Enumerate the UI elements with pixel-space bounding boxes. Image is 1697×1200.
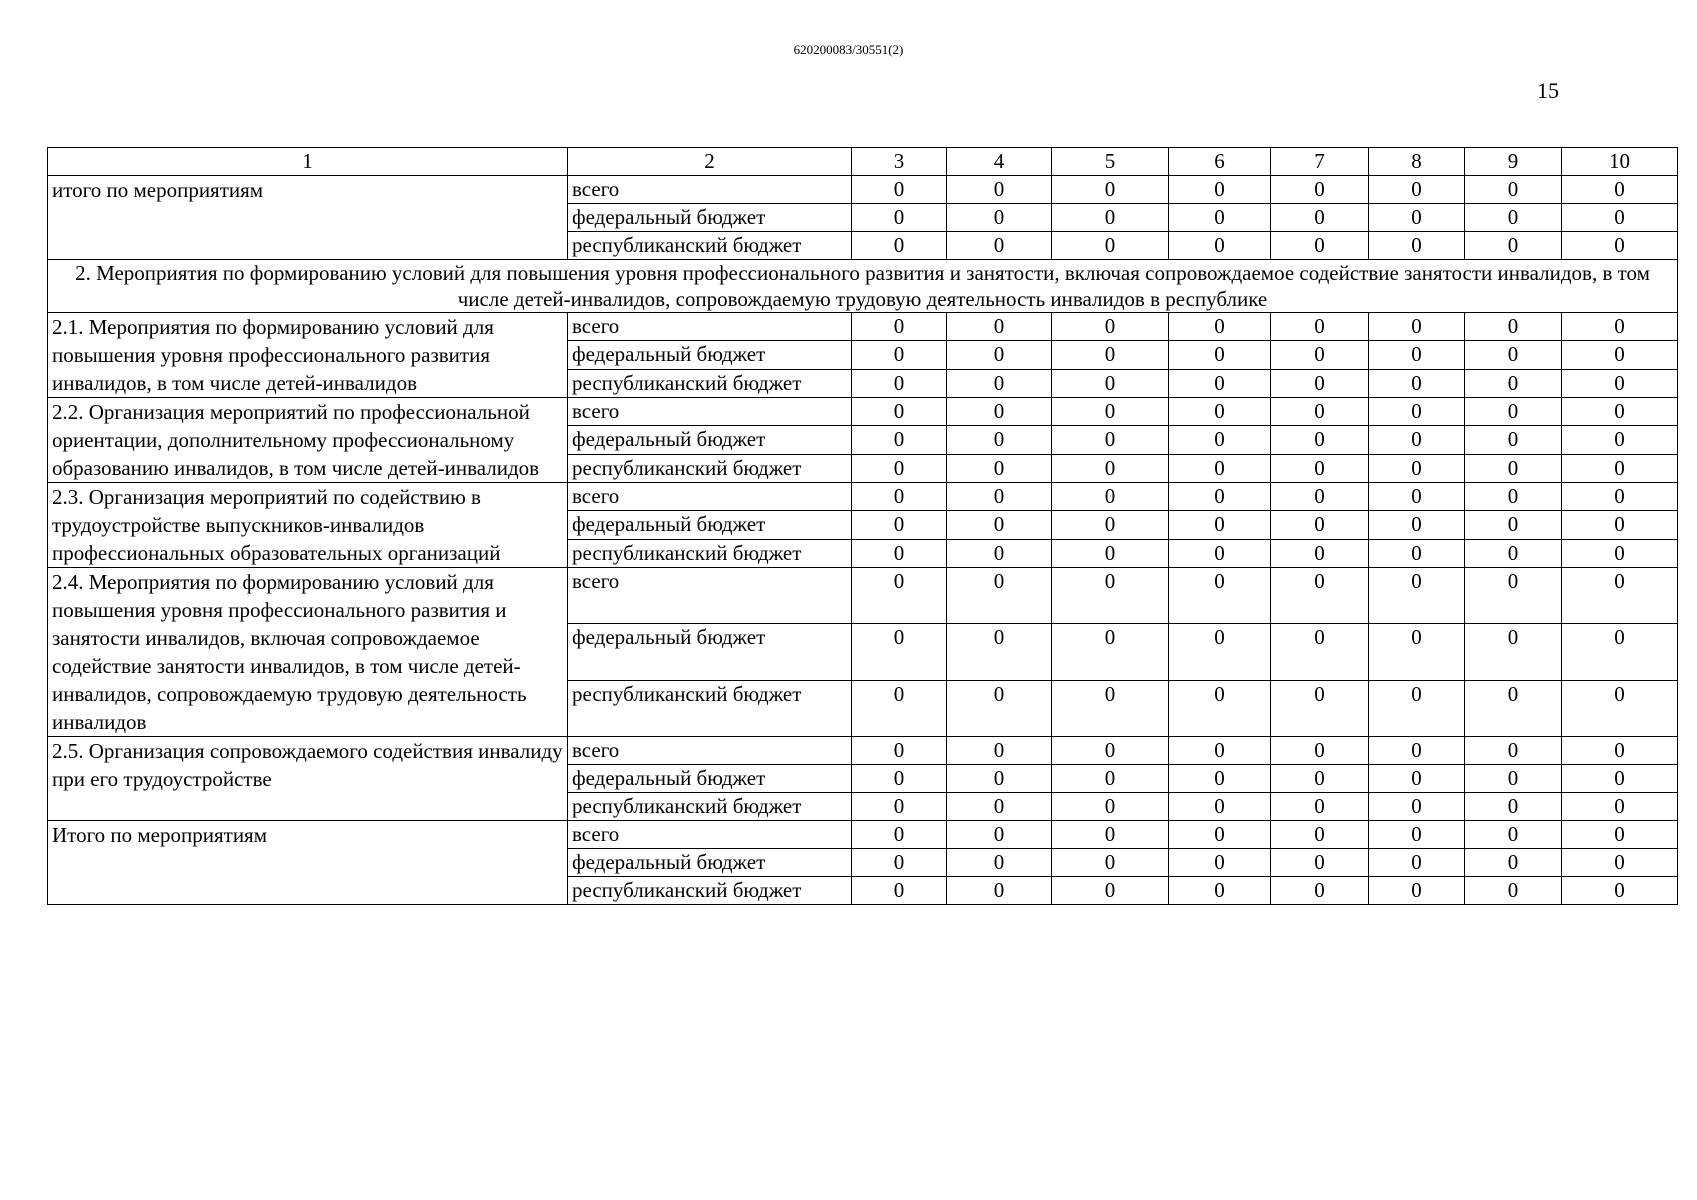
value-cell: 0 xyxy=(852,821,947,849)
value-cell: 0 xyxy=(1562,483,1678,511)
value-cell: 0 xyxy=(1465,369,1562,397)
value-cell: 0 xyxy=(1052,232,1169,260)
value-cell: 0 xyxy=(947,877,1052,905)
value-cell: 0 xyxy=(1562,369,1678,397)
value-cell: 0 xyxy=(852,341,947,369)
value-cell: 0 xyxy=(1465,313,1562,341)
header-cell: 5 xyxy=(1052,148,1169,176)
value-cell: 0 xyxy=(1271,426,1369,454)
value-cell: 0 xyxy=(1369,426,1465,454)
value-cell: 0 xyxy=(947,849,1052,877)
table-row xyxy=(48,176,1678,204)
table-row xyxy=(48,568,1678,624)
value-cell: 0 xyxy=(1562,877,1678,905)
budget-source: всего xyxy=(568,313,852,341)
item-title: Итого по мероприятиям xyxy=(48,821,568,905)
value-cell: 0 xyxy=(1052,204,1169,232)
value-cell: 0 xyxy=(1562,313,1678,341)
value-cell: 0 xyxy=(1465,737,1562,765)
budget-source: федеральный бюджет xyxy=(568,765,852,793)
value-cell: 0 xyxy=(947,568,1052,624)
value-cell: 0 xyxy=(1052,426,1169,454)
budget-source: всего xyxy=(568,483,852,511)
value-cell: 0 xyxy=(1169,568,1271,624)
value-cell: 0 xyxy=(852,849,947,877)
value-cell: 0 xyxy=(1271,454,1369,482)
value-cell: 0 xyxy=(1169,849,1271,877)
header-cell: 1 xyxy=(48,148,568,176)
budget-source: федеральный бюджет xyxy=(568,204,852,232)
value-cell: 0 xyxy=(1465,821,1562,849)
budget-source: республиканский бюджет xyxy=(568,793,852,821)
value-cell: 0 xyxy=(1271,877,1369,905)
item-title: итого по мероприятиям xyxy=(48,176,568,260)
value-cell: 0 xyxy=(1369,877,1465,905)
value-cell: 0 xyxy=(1169,483,1271,511)
budget-source: республиканский бюджет xyxy=(568,877,852,905)
value-cell: 0 xyxy=(852,398,947,426)
value-cell: 0 xyxy=(1465,511,1562,539)
header-cell: 8 xyxy=(1369,148,1465,176)
value-cell: 0 xyxy=(1369,539,1465,567)
value-cell: 0 xyxy=(1465,793,1562,821)
value-cell: 0 xyxy=(1369,680,1465,736)
value-cell: 0 xyxy=(1465,539,1562,567)
value-cell: 0 xyxy=(1465,426,1562,454)
table-row xyxy=(48,398,1678,426)
value-cell: 0 xyxy=(1562,398,1678,426)
budget-source: республиканский бюджет xyxy=(568,680,852,736)
value-cell: 0 xyxy=(1562,568,1678,624)
table-row xyxy=(48,821,1678,849)
value-cell: 0 xyxy=(1271,398,1369,426)
value-cell: 0 xyxy=(1169,737,1271,765)
value-cell: 0 xyxy=(1052,849,1169,877)
value-cell: 0 xyxy=(1169,680,1271,736)
value-cell: 0 xyxy=(852,204,947,232)
budget-source: всего xyxy=(568,568,852,624)
header-cell: 9 xyxy=(1465,148,1562,176)
value-cell: 0 xyxy=(852,483,947,511)
value-cell: 0 xyxy=(1052,624,1169,680)
value-cell: 0 xyxy=(1369,849,1465,877)
value-cell: 0 xyxy=(1052,539,1169,567)
value-cell: 0 xyxy=(852,624,947,680)
value-cell: 0 xyxy=(1169,877,1271,905)
value-cell: 0 xyxy=(947,232,1052,260)
budget-source: всего xyxy=(568,176,852,204)
value-cell: 0 xyxy=(1271,511,1369,539)
value-cell: 0 xyxy=(1562,204,1678,232)
value-cell: 0 xyxy=(852,877,947,905)
value-cell: 0 xyxy=(1369,737,1465,765)
value-cell: 0 xyxy=(1271,204,1369,232)
value-cell: 0 xyxy=(1052,737,1169,765)
value-cell: 0 xyxy=(1052,568,1169,624)
budget-source: федеральный бюджет xyxy=(568,341,852,369)
value-cell: 0 xyxy=(1271,483,1369,511)
value-cell: 0 xyxy=(1465,204,1562,232)
budget-source: федеральный бюджет xyxy=(568,426,852,454)
value-cell: 0 xyxy=(1562,511,1678,539)
value-cell: 0 xyxy=(1169,313,1271,341)
value-cell: 0 xyxy=(1052,398,1169,426)
value-cell: 0 xyxy=(1169,511,1271,539)
value-cell: 0 xyxy=(1465,765,1562,793)
value-cell: 0 xyxy=(1465,680,1562,736)
value-cell: 0 xyxy=(1369,398,1465,426)
value-cell: 0 xyxy=(1465,568,1562,624)
item-title: 2.1. Мероприятия по формированию условий для повышения уровня профессионального развития инвалидов, в том числе детей-инвалидов xyxy=(48,313,568,398)
value-cell: 0 xyxy=(947,176,1052,204)
value-cell: 0 xyxy=(947,313,1052,341)
value-cell: 0 xyxy=(947,204,1052,232)
table-row xyxy=(48,737,1678,765)
table-row xyxy=(48,313,1678,341)
value-cell: 0 xyxy=(947,765,1052,793)
value-cell: 0 xyxy=(1052,821,1169,849)
header-cell: 6 xyxy=(1169,148,1271,176)
value-cell: 0 xyxy=(1465,232,1562,260)
budget-source: республиканский бюджет xyxy=(568,232,852,260)
value-cell: 0 xyxy=(1271,341,1369,369)
value-cell: 0 xyxy=(1369,204,1465,232)
item-title: 2.5. Организация сопровождаемого содействия инвалиду при его трудоустройстве xyxy=(48,737,568,821)
value-cell: 0 xyxy=(1271,849,1369,877)
value-cell: 0 xyxy=(1169,232,1271,260)
value-cell: 0 xyxy=(1169,821,1271,849)
value-cell: 0 xyxy=(1169,539,1271,567)
item-title: 2.3. Организация мероприятий по содействию в трудоустройстве выпускников-инвалидов профессиональных образовательных организаций xyxy=(48,483,568,568)
value-cell: 0 xyxy=(1369,568,1465,624)
value-cell: 0 xyxy=(1271,624,1369,680)
value-cell: 0 xyxy=(1369,313,1465,341)
value-cell: 0 xyxy=(1465,624,1562,680)
budget-table xyxy=(47,147,1678,905)
value-cell: 0 xyxy=(852,369,947,397)
value-cell: 0 xyxy=(1369,624,1465,680)
budget-table-body xyxy=(48,148,1678,905)
budget-source: всего xyxy=(568,398,852,426)
value-cell: 0 xyxy=(1169,398,1271,426)
value-cell: 0 xyxy=(852,680,947,736)
value-cell: 0 xyxy=(852,737,947,765)
value-cell: 0 xyxy=(1465,483,1562,511)
value-cell: 0 xyxy=(1465,341,1562,369)
value-cell: 0 xyxy=(852,176,947,204)
value-cell: 0 xyxy=(1465,877,1562,905)
value-cell: 0 xyxy=(852,454,947,482)
budget-source: всего xyxy=(568,821,852,849)
value-cell: 0 xyxy=(1271,176,1369,204)
value-cell: 0 xyxy=(1052,877,1169,905)
budget-source: республиканский бюджет xyxy=(568,454,852,482)
value-cell: 0 xyxy=(1052,454,1169,482)
value-cell: 0 xyxy=(1465,398,1562,426)
value-cell: 0 xyxy=(1465,454,1562,482)
value-cell: 0 xyxy=(1169,765,1271,793)
value-cell: 0 xyxy=(1052,680,1169,736)
value-cell: 0 xyxy=(1169,369,1271,397)
value-cell: 0 xyxy=(947,539,1052,567)
value-cell: 0 xyxy=(852,793,947,821)
value-cell: 0 xyxy=(1369,793,1465,821)
value-cell: 0 xyxy=(947,426,1052,454)
value-cell: 0 xyxy=(1369,454,1465,482)
value-cell: 0 xyxy=(1369,765,1465,793)
value-cell: 0 xyxy=(852,232,947,260)
value-cell: 0 xyxy=(852,511,947,539)
value-cell: 0 xyxy=(1562,849,1678,877)
value-cell: 0 xyxy=(852,426,947,454)
budget-source: республиканский бюджет xyxy=(568,369,852,397)
budget-source: федеральный бюджет xyxy=(568,849,852,877)
section-title: 2. Мероприятия по формированию условий для повышения уровня профессионального развития и занятости, включая сопровождаемое содействие занятости инвалидов, в том числе детей-инвалидов, сопровождаемую трудовую деятельность инвалидов в республике xyxy=(48,260,1678,313)
header-row xyxy=(48,148,1678,176)
budget-source: всего xyxy=(568,737,852,765)
value-cell: 0 xyxy=(1271,313,1369,341)
value-cell: 0 xyxy=(1052,176,1169,204)
value-cell: 0 xyxy=(947,483,1052,511)
value-cell: 0 xyxy=(1562,765,1678,793)
value-cell: 0 xyxy=(947,793,1052,821)
value-cell: 0 xyxy=(1271,680,1369,736)
value-cell: 0 xyxy=(1052,765,1169,793)
value-cell: 0 xyxy=(1169,793,1271,821)
section-row xyxy=(48,260,1678,313)
value-cell: 0 xyxy=(852,313,947,341)
value-cell: 0 xyxy=(1271,568,1369,624)
value-cell: 0 xyxy=(1562,341,1678,369)
value-cell: 0 xyxy=(1562,737,1678,765)
value-cell: 0 xyxy=(947,680,1052,736)
value-cell: 0 xyxy=(852,765,947,793)
value-cell: 0 xyxy=(1562,680,1678,736)
value-cell: 0 xyxy=(1369,369,1465,397)
value-cell: 0 xyxy=(1169,176,1271,204)
value-cell: 0 xyxy=(947,369,1052,397)
value-cell: 0 xyxy=(1562,232,1678,260)
value-cell: 0 xyxy=(1369,176,1465,204)
header-cell: 7 xyxy=(1271,148,1369,176)
value-cell: 0 xyxy=(1562,454,1678,482)
value-cell: 0 xyxy=(1271,369,1369,397)
header-cell: 3 xyxy=(852,148,947,176)
value-cell: 0 xyxy=(1271,821,1369,849)
value-cell: 0 xyxy=(1271,793,1369,821)
value-cell: 0 xyxy=(1271,737,1369,765)
value-cell: 0 xyxy=(1271,539,1369,567)
value-cell: 0 xyxy=(1052,313,1169,341)
budget-source: республиканский бюджет xyxy=(568,539,852,567)
value-cell: 0 xyxy=(1369,232,1465,260)
value-cell: 0 xyxy=(1369,511,1465,539)
value-cell: 0 xyxy=(1052,369,1169,397)
value-cell: 0 xyxy=(1562,624,1678,680)
value-cell: 0 xyxy=(947,821,1052,849)
value-cell: 0 xyxy=(1052,793,1169,821)
value-cell: 0 xyxy=(1562,426,1678,454)
value-cell: 0 xyxy=(1271,232,1369,260)
value-cell: 0 xyxy=(1562,176,1678,204)
header-cell: 2 xyxy=(568,148,852,176)
header-cell: 4 xyxy=(947,148,1052,176)
value-cell: 0 xyxy=(1052,511,1169,539)
value-cell: 0 xyxy=(947,511,1052,539)
value-cell: 0 xyxy=(1052,341,1169,369)
value-cell: 0 xyxy=(1562,821,1678,849)
budget-source: федеральный бюджет xyxy=(568,511,852,539)
value-cell: 0 xyxy=(947,624,1052,680)
value-cell: 0 xyxy=(1169,454,1271,482)
value-cell: 0 xyxy=(947,341,1052,369)
value-cell: 0 xyxy=(1369,341,1465,369)
item-title: 2.2. Организация мероприятий по профессиональной ориентации, дополнительному профессиональному образованию инвалидов, в том числе детей-инвалидов xyxy=(48,398,568,483)
item-title: 2.4. Мероприятия по формированию условий для повышения уровня профессионального развития и занятости инвалидов, включая сопровождаемое содействие занятости инвалидов, в том числе детей-инвалидов, сопровождаемую трудовую деятельность инвалидов xyxy=(48,568,568,737)
value-cell: 0 xyxy=(1465,849,1562,877)
value-cell: 0 xyxy=(947,454,1052,482)
table-row xyxy=(48,483,1678,511)
value-cell: 0 xyxy=(1169,341,1271,369)
budget-source: федеральный бюджет xyxy=(568,624,852,680)
document-code: 620200083/30551(2) xyxy=(793,42,904,57)
value-cell: 0 xyxy=(1271,765,1369,793)
value-cell: 0 xyxy=(1169,204,1271,232)
value-cell: 0 xyxy=(1169,624,1271,680)
value-cell: 0 xyxy=(1465,176,1562,204)
page-number: 15 xyxy=(1537,78,1559,103)
value-cell: 0 xyxy=(1562,793,1678,821)
header-cell: 10 xyxy=(1562,148,1678,176)
value-cell: 0 xyxy=(1369,483,1465,511)
value-cell: 0 xyxy=(1562,539,1678,567)
value-cell: 0 xyxy=(947,737,1052,765)
value-cell: 0 xyxy=(1169,426,1271,454)
value-cell: 0 xyxy=(852,568,947,624)
value-cell: 0 xyxy=(1052,483,1169,511)
value-cell: 0 xyxy=(1369,821,1465,849)
value-cell: 0 xyxy=(852,539,947,567)
value-cell: 0 xyxy=(947,398,1052,426)
